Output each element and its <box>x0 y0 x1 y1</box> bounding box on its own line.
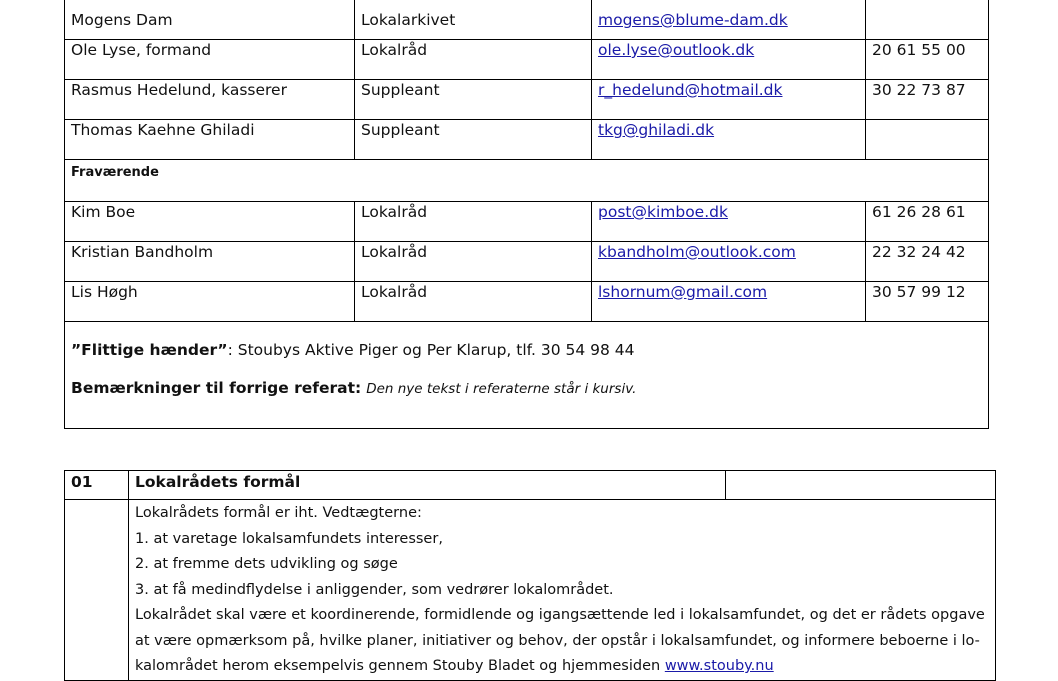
remarks-label: Bemærkninger til forrige referat: <box>71 379 362 397</box>
member-name: Thomas Kaehne Ghiladi <box>65 120 355 160</box>
helpers-text: : Stoubys Aktive Piger og Per Klarup, tlf. 30 54 98 44 <box>227 341 635 359</box>
member-name: Kristian Bandholm <box>65 242 355 282</box>
body-line <box>135 654 989 680</box>
email-link[interactable]: kbandholm@outlook.com <box>598 243 796 261</box>
notes-row <box>65 322 989 429</box>
body-line: at være opmærksom på, hvilke planer, initiativer og behov, der opstår i lokalsamfundet, og informere beboerne i lo- <box>135 632 980 649</box>
item-body <box>129 500 996 681</box>
website-link[interactable]: www.stouby.nu <box>664 658 774 674</box>
member-role: Lokalråd <box>355 282 592 322</box>
member-phone: 30 22 73 87 <box>866 80 989 120</box>
body-line-text: kalområdet herom eksempelvis gennem Stouby Bladet og hjemmesiden <box>135 658 665 674</box>
member-phone: 61 26 28 61 <box>866 202 989 242</box>
member-role: Suppleant <box>355 120 592 160</box>
table-row <box>65 120 989 160</box>
member-role: Lokalråd <box>355 202 592 242</box>
member-name: Mogens Dam <box>65 0 355 40</box>
agenda-item-table <box>64 470 996 681</box>
member-phone: 20 61 55 00 <box>866 40 989 80</box>
helpers-line <box>71 340 982 360</box>
notes-cell <box>65 322 989 429</box>
absent-heading: Fraværende <box>65 160 989 202</box>
email-link[interactable]: lshornum@gmail.com <box>598 283 768 301</box>
member-phone: 22 32 24 42 <box>866 242 989 282</box>
item-title: Lokalrådets formål <box>129 471 726 500</box>
attendance-table <box>64 0 989 429</box>
remarks-text: Den nye tekst i referaterne står i kursiv. <box>366 381 637 397</box>
body-line: Lokalrådets formål er iht. Vedtægterne: <box>135 505 422 521</box>
table-row <box>65 80 989 120</box>
member-phone: 30 57 99 12 <box>866 282 989 322</box>
member-name: Ole Lyse, formand <box>65 40 355 80</box>
table-row <box>65 0 989 40</box>
table-row <box>65 40 989 80</box>
email-link[interactable]: tkg@ghiladi.dk <box>598 121 715 139</box>
body-line: Lokalrådet skal være et koordinerende, formidlende og igangsættende led i lokalsamfundet, og det er rådets opgave <box>135 607 985 623</box>
agenda-item-body-row <box>65 500 996 681</box>
body-line: 3. at få medindflydelse i anliggender, som vedrører lokalområdet. <box>135 581 614 598</box>
member-role: Lokalarkivet <box>355 0 592 40</box>
remarks-line <box>71 378 982 399</box>
member-name: Lis Høgh <box>65 282 355 322</box>
absent-heading-row <box>65 160 989 202</box>
agenda-item-header <box>65 471 996 500</box>
email-link[interactable]: mogens@blume-dam.dk <box>598 11 788 29</box>
helpers-label: ”Flittige hænder” <box>71 341 228 359</box>
member-name: Rasmus Hedelund, kasserer <box>65 80 355 120</box>
table-row <box>65 282 989 322</box>
table-row <box>65 202 989 242</box>
member-role: Suppleant <box>355 80 592 120</box>
member-role: Lokalråd <box>355 242 592 282</box>
item-number: 01 <box>65 471 129 500</box>
member-phone <box>866 0 989 40</box>
member-role: Lokalråd <box>355 40 592 80</box>
table-row <box>65 242 989 282</box>
email-link[interactable]: ole.lyse@outlook.dk <box>598 41 755 59</box>
member-name: Kim Boe <box>65 202 355 242</box>
email-link[interactable]: r_hedelund@hotmail.dk <box>598 81 783 99</box>
body-line: 2. at fremme dets udvikling og søge <box>135 556 398 572</box>
email-link[interactable]: post@kimboe.dk <box>598 203 728 221</box>
member-phone <box>866 120 989 160</box>
body-line: 1. at varetage lokalsamfundets interesser, <box>135 530 443 547</box>
